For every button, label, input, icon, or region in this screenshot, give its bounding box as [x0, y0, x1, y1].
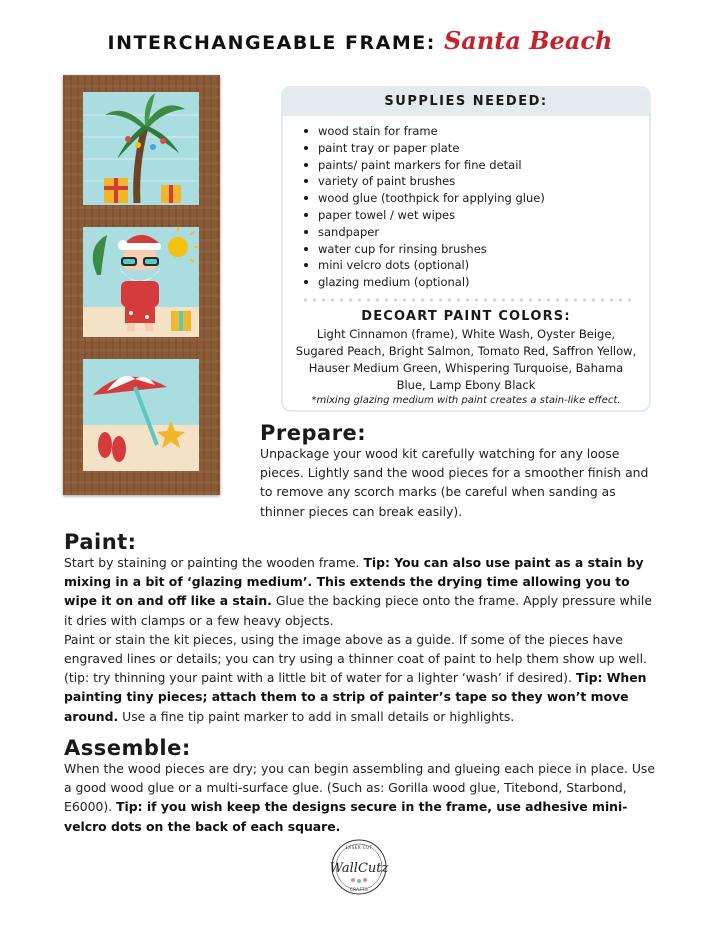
paint-heading: Paint:: [64, 530, 137, 554]
supply-item: paint tray or paper plate: [318, 140, 649, 157]
paint-note: *mixing glazing medium with paint creates a stain-like effect.: [311, 394, 621, 406]
supplies-heading: SUPPLIES NEEDED:: [283, 88, 649, 116]
assemble-heading: Assemble:: [64, 736, 191, 760]
prepare-heading: Prepare:: [260, 421, 367, 445]
paint-text-part: Glue the backing piece onto the frame. Apply pressure while it dries with clamps or a few heavy objects.: [64, 593, 652, 628]
paint-text-part: Use a fine tip paint marker to add in small details or highlights.: [118, 708, 515, 724]
supply-item: paper towel / wet wipes: [318, 207, 649, 224]
supply-item: sandpaper: [318, 224, 649, 241]
frame-artwork: [63, 75, 220, 495]
paint-tip: Tip: When painting tiny pieces; attach them to a strip of painter’s tape so they won’t move around.: [64, 670, 647, 724]
supply-item: glazing medium (optional): [318, 274, 649, 291]
paint-tip: Tip: You can also use paint as a stain by mixing in a bit of ‘glazing medium’. This extends the drying time allowing you to wipe it on and off like a stain.: [64, 555, 644, 609]
title-prefix: INTERCHANGEABLE FRAME:: [107, 32, 436, 54]
svg-text:WallCutz: WallCutz: [329, 861, 389, 876]
logo-ring-text: LASER CUT: [345, 845, 373, 850]
umbrella-panel: [83, 359, 199, 471]
dotted-divider: [301, 298, 631, 302]
logo-mark: [324, 837, 394, 897]
supply-item: wood stain for frame: [318, 123, 649, 140]
supply-item: wood glue (toothpick for applying glue): [318, 190, 649, 207]
supplies-list: [283, 123, 649, 291]
supply-item: water cup for rinsing brushes: [318, 241, 649, 258]
prepare-text: Unpackage your wood kit carefully watching for any loose pieces. Lightly sand the wood pieces for a smoother finish and to remove any scorch marks (be careful when sanding as thinner pieces can break easily).: [260, 446, 649, 519]
palm-tree-panel: [83, 92, 199, 205]
wallcutz-logo: [324, 837, 394, 897]
title-accent: Santa Beach: [443, 26, 613, 55]
paint-text-part: Paint or stain the kit pieces, using the image above as a guide. If some of the pieces have engraved lines or details; you can try using a thinner coat of paint to help them show up well. (tip: try thinning your paint with a little bit of water for a lighter ‘wash’ if desired).: [64, 631, 647, 686]
supply-item: variety of paint brushes: [318, 173, 649, 190]
santa-panel: [83, 227, 199, 337]
logo-ring-text: CRAFTS: [349, 887, 369, 892]
supplies-box: [281, 86, 651, 412]
supply-item: mini velcro dots (optional): [318, 257, 649, 274]
paint-colors-list: Light Cinnamon (frame), White Wash, Oyster Beige, Sugared Peach, Bright Salmon, Tomato Red, Saffron Yellow, Hauser Medium Green, Whispering Turquoise, Bahama Blue, Lamp Ebony Black: [295, 326, 637, 392]
assemble-tip: Tip: if you wish keep the designs secure in the frame, use adhesive mini-velcro dots on the back of each square.: [64, 799, 628, 834]
paint-text: [64, 553, 656, 726]
supply-item: paints/ paint markers for fine detail: [318, 157, 649, 174]
assemble-text-part: When the wood pieces are dry; you can begin assembling and glueing each piece in place. Use a good wood glue or a multi-surface glue. (Such as: Gorilla wood glue, Titebond, Starbond, E6000).: [64, 761, 655, 815]
paint-colors-heading: DECOART PAINT COLORS:: [361, 308, 571, 324]
frame-illustration: [63, 75, 220, 495]
page-title: [0, 26, 720, 55]
paint-text-part: Start by staining or painting the wooden frame.: [64, 555, 364, 570]
assemble-text: [64, 759, 656, 836]
